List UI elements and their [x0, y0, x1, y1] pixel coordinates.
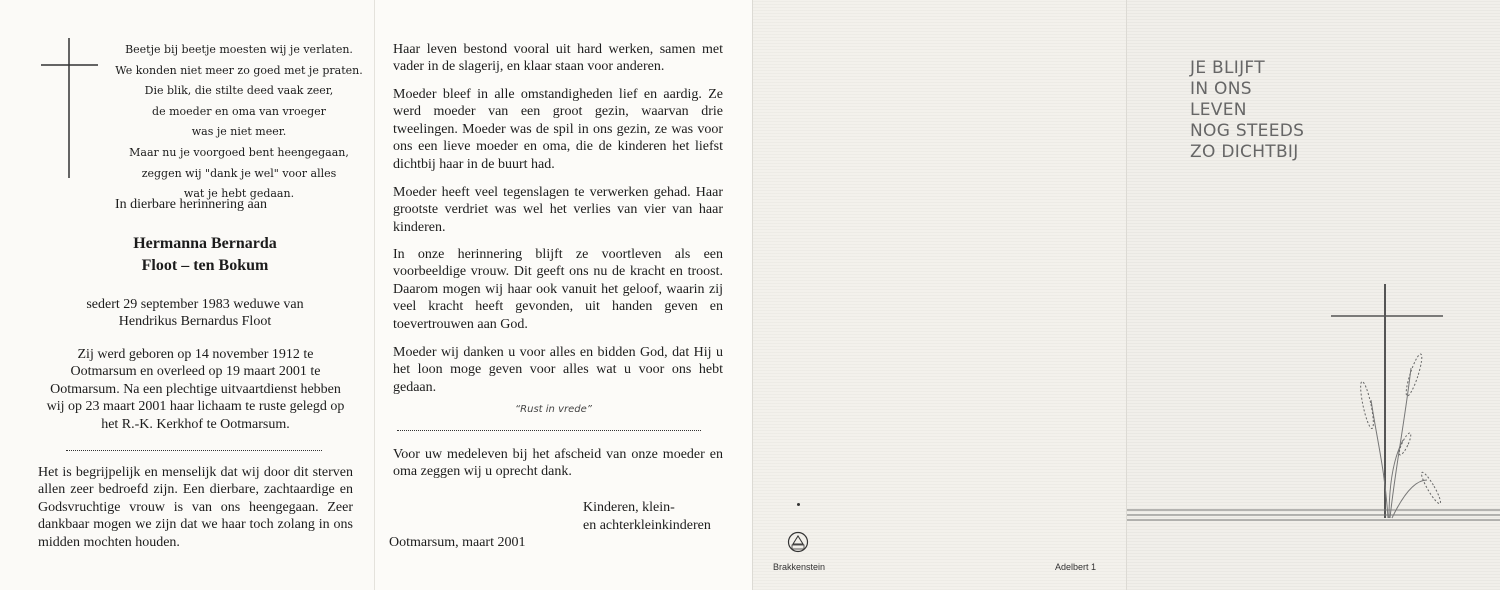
closing-paragraph: Het is begrijpelijk en menselijk dat wij door dit sterven allen zeer bedroefd zijn. Een dierbare, zachtaardige en Godsvruchtige vrouw is van ons heengegaan. Zeer dankbaar mogen we zijn dat we haar toch zolang in ons midden mochten houden.: [38, 465, 353, 550]
signature-line-1: Kinderen, klein-: [583, 500, 675, 515]
publisher-name: Brakkenstein: [773, 562, 826, 572]
dotted-divider: [397, 430, 701, 431]
paragraph-setbacks: Moeder heeft veel tegenslagen te verwerken gehad. Haar grootste verdriet was wel het verlies van vier van haar kinderen.: [393, 185, 723, 235]
tagline-line: LEVEN: [1190, 100, 1247, 120]
panel-left: [0, 0, 374, 590]
thanks-paragraph: Voor uw medeleven bij het afscheid van onze moeder en oma zeggen wij u oprecht dank.: [393, 447, 723, 480]
panel-middle: [374, 0, 752, 590]
place-date: Ootmarsum, maart 2001: [389, 535, 526, 550]
poem-line: Beetje bij beetje moesten wij je verlaten.: [125, 43, 353, 56]
poem-line: Die blik, die stilte deed vaak zeer,: [144, 84, 334, 98]
widow-line: sedert 29 september 1983 weduwe van: [86, 297, 304, 312]
biography: [28, 346, 363, 433]
poem: [100, 40, 378, 205]
rust-in-vrede: “Rust in vrede”: [515, 404, 592, 415]
cross-wheat-illustration-icon: [1127, 0, 1500, 590]
bio-line: Ootmarsum en overleed op 19 maart 2001 te: [70, 364, 321, 380]
tagline-line: NOG STEEDS: [1190, 121, 1305, 141]
signature-line-2: en achterkleinkinderen: [583, 518, 711, 533]
poem-line: Maar nu je voorgoed bent heengegaan,: [129, 145, 349, 159]
paragraph-memory: In onze herinnering blijft ze voortleven als een voorbeeldige vrouw. Dit geeft ons nu de kracht en troost. Daarom mogen wij haar ook vanuit het geloof, waarin zij veel kracht heeft gevonden, uit handen geven en toevertrouwen aan God.: [393, 247, 723, 332]
cover-tagline: [1190, 58, 1304, 163]
husband-name: Hendrikus Bernardus Floot: [118, 314, 272, 329]
bio-line: Zij werd geboren op 14 november 1912 te: [77, 347, 314, 362]
tagline-line: JE BLIJFT: [1190, 58, 1265, 78]
publisher-logo-icon: [787, 530, 809, 556]
tagline-line: ZO DICHTBIJ: [1190, 142, 1299, 162]
dotted-divider: [66, 450, 322, 451]
deceased-surname: Floot – ten Bokum: [141, 257, 269, 274]
paragraph-family: Moeder bleef in alle omstandigheden lief en aardig. Ze werd moeder van een groot gezin, waarvan drie tweelingen. Moeder was de spil in ons gezin, ze was voor ons een lieve moeder en oma, die de kinderen het liefst dichtbij haar in de buurt had.: [393, 87, 723, 172]
tagline-line: IN ONS: [1190, 79, 1252, 99]
dot-mark: [797, 503, 800, 506]
poem-line: was je niet meer.: [191, 125, 287, 139]
bio-line: wij op 23 maart 2001 haar lichaam te ruste gelegd op: [46, 399, 345, 415]
paragraph-prayer: Moeder wij danken u voor alles en bidden God, dat Hij u het loon moge geven voor alles wat u voor ons hebt gedaan.: [393, 345, 723, 395]
poem-line: We konden niet meer zo goed met je praten.: [115, 63, 363, 77]
cross-icon: [38, 38, 100, 178]
bio-line: Ootmarsum. Na een plechtige uitvaartdienst hebben: [50, 381, 341, 397]
panel-back-cover: [752, 0, 1126, 590]
card-code: Adelbert 1: [1055, 562, 1097, 572]
poem-line: wat je hebt gedaan.: [183, 187, 295, 201]
panel-front-cover: [1055, 0, 1500, 590]
poem-line: de moeder en oma van vroeger: [152, 104, 326, 118]
intro-text: In dierbare herinnering aan: [115, 197, 267, 212]
deceased-first-names: Hermanna Bernarda: [133, 235, 277, 252]
poem-line: zeggen wij "dank je wel" voor alles: [141, 166, 337, 180]
paragraph-life: Haar leven bestond vooral uit hard werken, samen met vader in de slagerij, en klaar staan voor anderen.: [393, 42, 723, 75]
bio-line: het R.-K. Kerkhof te Ootmarsum.: [101, 416, 290, 432]
